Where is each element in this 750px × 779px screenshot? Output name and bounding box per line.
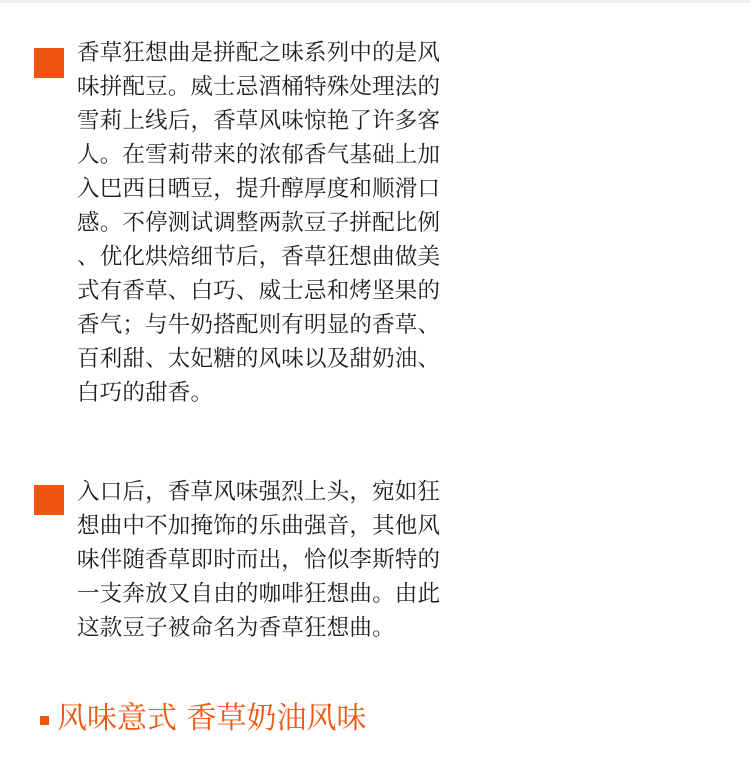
paragraph-line: 百利甜、太妃糖的风味以及甜奶油、 xyxy=(77,346,441,372)
paragraph-line: 入口后，香草风味强烈上头，宛如狂 xyxy=(77,479,441,505)
paragraph-line: 雪莉上线后，香草风味惊艳了许多客 xyxy=(77,108,441,134)
orange-square-marker-icon xyxy=(34,485,64,515)
paragraph-line: 一支奔放又自由的咖啡狂想曲。由此 xyxy=(77,581,441,607)
paragraph-1-text xyxy=(77,36,517,410)
paragraph-line: 白巧的甜香。 xyxy=(77,380,214,406)
orange-square-marker-icon xyxy=(34,48,64,78)
flavor-heading-text: 风味意式 香草奶油风味 xyxy=(57,701,367,736)
small-square-bullet-icon xyxy=(40,716,49,725)
paragraph-line: 入巴西日晒豆，提升醇厚度和顺滑口 xyxy=(77,176,441,202)
paragraph-line: 香气；与牛奶搭配则有明显的香草、 xyxy=(77,312,441,338)
paragraph-2-text xyxy=(77,475,517,645)
paragraph-line: 香草狂想曲是拼配之味系列中的是风 xyxy=(77,40,441,66)
flavor-heading xyxy=(40,697,367,741)
paragraph-line: 人。在雪莉带来的浓郁香气基础上加 xyxy=(77,142,441,168)
top-divider xyxy=(0,0,750,3)
paragraph-line: 想曲中不加掩饰的乐曲强音，其他风 xyxy=(77,513,441,539)
paragraph-line: 味伴随香草即时而出，恰似李斯特的 xyxy=(77,547,441,573)
paragraph-line: 、优化烘焙细节后，香草狂想曲做美 xyxy=(77,244,441,270)
paragraph-line: 味拼配豆。威士忌酒桶特殊处理法的 xyxy=(77,74,441,100)
paragraph-line: 感。不停测试调整两款豆子拼配比例 xyxy=(77,210,441,236)
paragraph-line: 式有香草、白巧、威士忌和烤坚果的 xyxy=(77,278,441,304)
paragraph-line: 这款豆子被命名为香草狂想曲。 xyxy=(77,615,395,641)
